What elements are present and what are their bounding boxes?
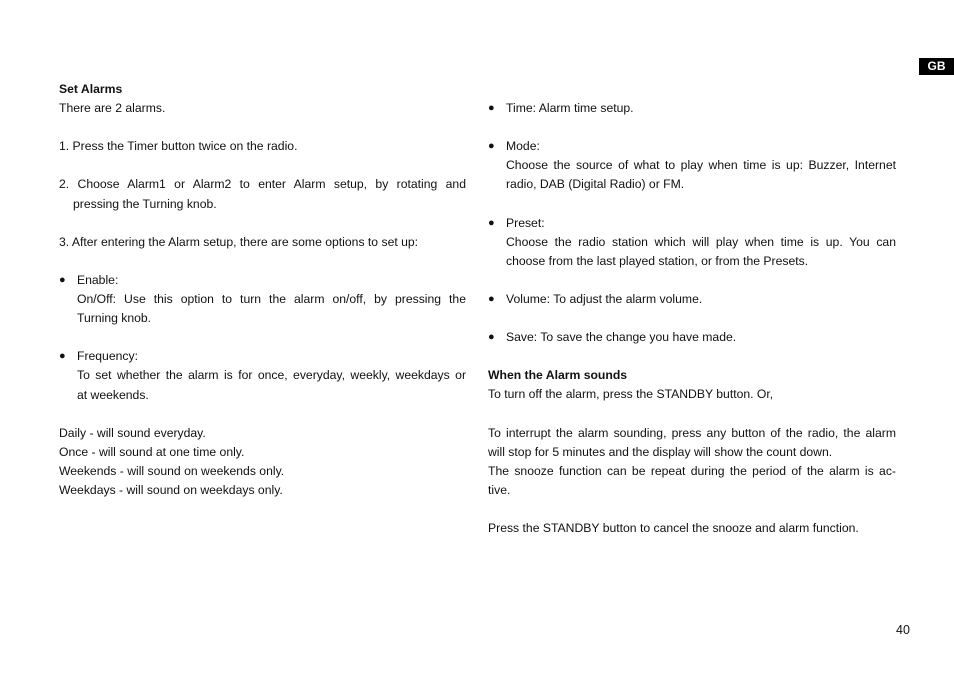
frequency-weekends: Weekends - will sound on weekends only. bbox=[59, 463, 285, 478]
bullet-volume bbox=[488, 290, 896, 309]
cancel-text: Press the STANDBY button to cancel the snooze and alarm function. bbox=[488, 521, 859, 536]
bullet-enable bbox=[59, 271, 466, 290]
bullet-icon: ● bbox=[488, 102, 495, 114]
bullet-mode bbox=[488, 137, 896, 156]
page-number: 40 bbox=[896, 623, 910, 637]
turn-off-text: To turn off the alarm, press the STANDBY button. Or, bbox=[488, 387, 774, 402]
snooze-line-1: The snooze function can be repeat during the period of the alarm is ac- bbox=[488, 463, 896, 478]
intro-text: There are 2 alarms. bbox=[59, 101, 166, 116]
preset-desc-line-1: Choose the radio station which will play when time is up. You can bbox=[506, 234, 896, 249]
time-text: Time: Alarm time setup. bbox=[506, 101, 634, 115]
language-badge: GB bbox=[919, 58, 954, 75]
bullet-preset bbox=[488, 214, 896, 233]
bullet-icon: ● bbox=[488, 292, 495, 305]
preset-label: Preset: bbox=[506, 215, 545, 230]
frequency-desc-line-2: at weekends. bbox=[77, 387, 149, 402]
enable-desc-line-2: Turning knob. bbox=[77, 311, 152, 326]
bullet-icon: ● bbox=[59, 350, 66, 363]
bullet-save bbox=[488, 328, 896, 347]
enable-label: Enable: bbox=[77, 272, 119, 287]
left-column bbox=[59, 80, 466, 500]
step-2-line-1: 2. Choose Alarm1 or Alarm2 to enter Alarm setup, by rotating and bbox=[59, 177, 466, 192]
bullet-icon: ● bbox=[488, 216, 495, 229]
interrupt-line-2: will stop for 5 minutes and the display will show the count down. bbox=[488, 444, 833, 459]
section-heading-alarm-sounds: When the Alarm sounds bbox=[488, 368, 628, 383]
step-2-line-2: pressing the Turning knob. bbox=[73, 196, 217, 211]
section-heading-set-alarms: Set Alarms bbox=[59, 82, 123, 96]
frequency-once: Once - will sound at one time only. bbox=[59, 444, 245, 459]
bullet-icon: ● bbox=[59, 273, 66, 286]
preset-desc-line-2: choose from the last played station, or from the Presets. bbox=[506, 253, 809, 268]
mode-desc-line-1: Choose the source of what to play when time is up: Buzzer, Internet bbox=[506, 158, 896, 173]
bullet-icon: ● bbox=[488, 140, 495, 153]
bullet-icon: ● bbox=[488, 331, 495, 344]
right-column bbox=[488, 99, 896, 538]
bullet-time bbox=[488, 99, 896, 118]
frequency-label: Frequency: bbox=[77, 349, 138, 364]
mode-label: Mode: bbox=[506, 139, 540, 154]
step-3: 3. After entering the Alarm setup, there are some options to set up: bbox=[59, 234, 419, 249]
snooze-line-2: tive. bbox=[488, 482, 511, 497]
interrupt-line-1: To interrupt the alarm sounding, press any button of the radio, the alarm bbox=[488, 425, 896, 440]
mode-desc-line-2: radio, DAB (Digital Radio) or FM. bbox=[506, 177, 685, 192]
bullet-frequency bbox=[59, 347, 466, 366]
volume-text: Volume: To adjust the alarm volume. bbox=[506, 291, 703, 306]
frequency-desc-line-1: To set whether the alarm is for once, everyday, weekly, weekdays or bbox=[77, 368, 466, 383]
frequency-daily: Daily - will sound everyday. bbox=[59, 425, 206, 440]
save-text: Save: To save the change you have made. bbox=[506, 330, 737, 345]
step-1: 1. Press the Timer button twice on the radio. bbox=[59, 139, 298, 154]
frequency-weekdays: Weekdays - will sound on weekdays only. bbox=[59, 482, 283, 497]
enable-desc-line-1: On/Off: Use this option to turn the alarm on/off, by pressing the bbox=[77, 292, 466, 307]
